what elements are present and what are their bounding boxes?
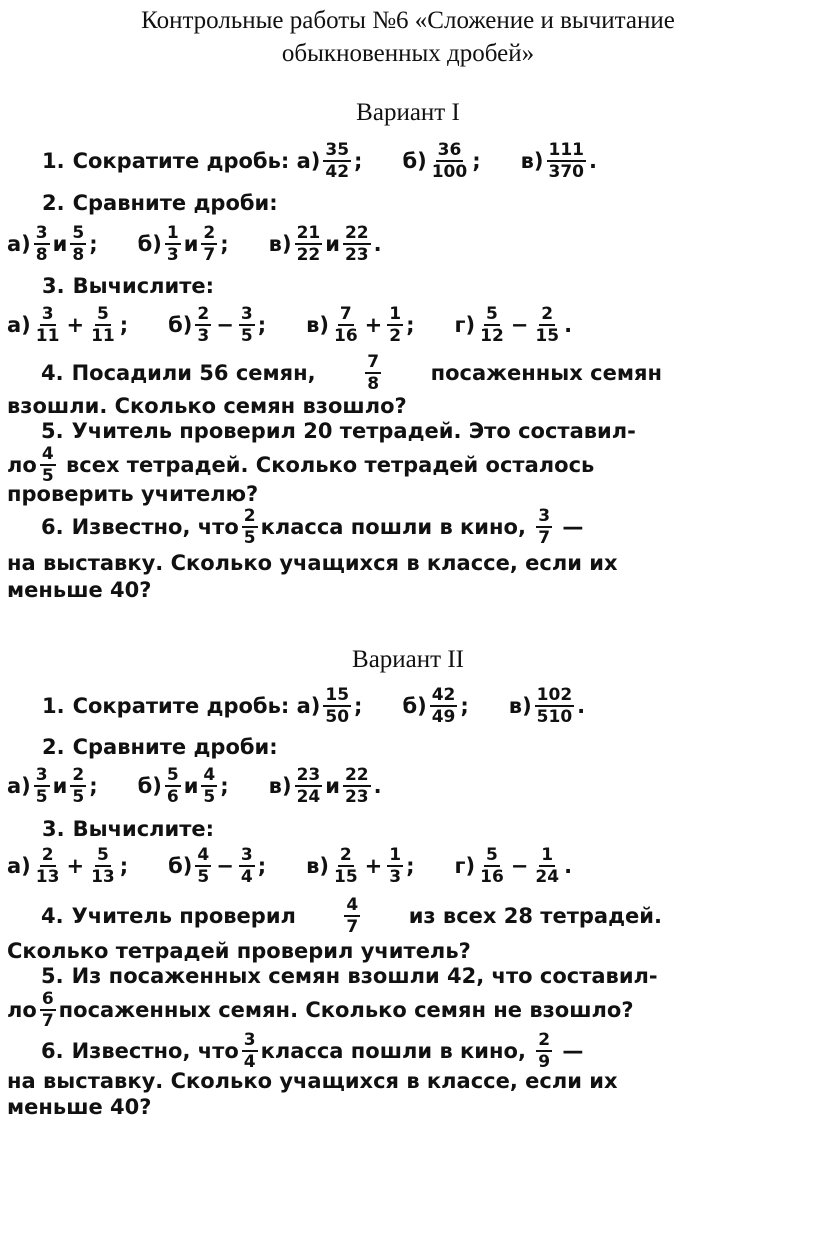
text-span: а) [296, 693, 321, 718]
numerator: 7 [367, 352, 380, 372]
v2-task-6-line-1 [7, 1030, 662, 1072]
denominator: 3 [166, 245, 179, 265]
numerator: 2 [197, 304, 210, 324]
text-span: класса пошли в кино, [260, 514, 526, 539]
fraction [34, 223, 50, 265]
text-span: ло [7, 997, 37, 1022]
v2-task-2-heading [42, 737, 278, 758]
numerator: 2 [538, 1030, 551, 1050]
v1-task-6-line-3: меньше 40? [7, 578, 152, 602]
denominator: 5 [72, 787, 85, 807]
denominator: 5 [240, 326, 253, 346]
v2-task-3-heading [42, 819, 214, 840]
numerator: 5 [72, 223, 85, 243]
task-text: Сравните дроби: [72, 735, 278, 759]
numerator: 36 [437, 140, 462, 160]
denominator: 15 [334, 867, 358, 887]
numerator: 2 [203, 223, 216, 243]
fraction [242, 1030, 258, 1072]
text-span: Из посаженных семян взошли 42, что составил- [71, 964, 658, 988]
page-title [0, 4, 816, 70]
v2-task-4-line-2: Сколько тетрадей проверил учитель? [7, 939, 471, 963]
v1-task-2-items: а) $\frac{3}{8}$ и $\frac{5}{8}$ ; б) $\frac{1}{3}$ и $\frac{2}{7}$ ; в) $\frac{21}{22}$ и $\frac{22}{23}$ . [7, 223, 382, 265]
denominator: 50 [325, 707, 350, 727]
denominator: 16 [334, 326, 358, 346]
task-number: 6. [41, 514, 64, 539]
numerator: 7 [339, 304, 352, 324]
fraction [89, 845, 117, 887]
denominator: 7 [41, 1011, 54, 1031]
numerator: 6 [41, 989, 54, 1009]
numerator: 3 [243, 1030, 256, 1050]
denominator: 100 [431, 162, 468, 182]
fraction [70, 223, 86, 265]
fraction [343, 765, 371, 807]
fraction [239, 304, 255, 346]
numerator: 22 [344, 765, 369, 785]
text-span: и [325, 231, 340, 256]
denominator: 4 [243, 1052, 256, 1072]
text-span: Учитель проверил [71, 903, 296, 928]
text-span: и [325, 773, 340, 798]
denominator: 8 [367, 374, 380, 394]
numerator: 1 [389, 845, 402, 865]
task-number: 5. [41, 419, 64, 443]
fraction [295, 765, 323, 807]
numerator: 42 [431, 685, 456, 705]
denominator: 49 [431, 707, 456, 727]
numerator: 1 [541, 845, 554, 865]
denominator: 5 [203, 787, 216, 807]
v1-task-5-line-3: проверить учителю? [7, 482, 259, 506]
task-text: Вычислите: [72, 274, 215, 298]
fraction [70, 765, 86, 807]
denominator: 8 [72, 245, 85, 265]
denominator: 7 [346, 917, 359, 937]
denominator: 13 [35, 867, 60, 887]
text-span: Учитель проверил 20 тетрадей. Это составил- [71, 419, 636, 443]
v1-task-5-line-1 [7, 421, 662, 442]
numerator: 1 [166, 223, 179, 243]
fraction [332, 845, 360, 887]
denominator: 370 [548, 162, 584, 182]
title-line-1: Контрольные работы №6 «Сложение и вычитание [141, 7, 675, 34]
fraction [536, 1030, 552, 1072]
text-span: Известно, что [71, 514, 239, 539]
v1-task-6-line-2: на выставку. Сколько учащихся в классе, если их [7, 551, 618, 575]
task-number: 3. [42, 817, 65, 841]
v2-task-5-line-2 [7, 989, 662, 1031]
denominator: 6 [166, 787, 179, 807]
text-span: и [52, 773, 68, 798]
denominator: 24 [535, 867, 560, 887]
numerator: 111 [548, 140, 584, 160]
numerator: 102 [536, 685, 573, 705]
denominator: 12 [480, 326, 504, 346]
text-span: ло [7, 452, 37, 477]
fraction [89, 304, 117, 346]
denominator: 2 [389, 326, 402, 346]
fraction [195, 304, 211, 346]
numerator: 5 [486, 845, 498, 865]
task-number: 1. [42, 693, 65, 718]
v2-task-2-items: а) $\frac{3}{5}$ и $\frac{2}{5}$ ; б) $\frac{5}{6}$ и $\frac{4}{5}$ ; в) $\frac{23}{24}$ и $\frac{22}{23}$ . [7, 765, 382, 807]
text-span: класса пошли в кино, [260, 1038, 526, 1063]
v1-task-5-line-2 [7, 444, 662, 486]
text-span: — [562, 514, 584, 539]
fraction [165, 765, 181, 807]
fraction [295, 223, 323, 265]
task-text: Сравните дроби: [72, 191, 278, 215]
fraction [547, 140, 587, 182]
denominator: 5 [41, 466, 54, 486]
denominator: 7 [203, 245, 216, 265]
fraction [40, 444, 56, 486]
text-span: Известно, что [71, 1038, 239, 1063]
text-span: посаженных семян [430, 360, 662, 385]
title-line-2: обыкновенных дробей» [281, 40, 535, 67]
denominator: 42 [325, 162, 350, 182]
fraction [323, 140, 351, 182]
task-number: 5. [41, 964, 64, 988]
denominator: 24 [296, 787, 321, 807]
denominator: 23 [344, 787, 369, 807]
denominator: 3 [389, 867, 402, 887]
text-span: в) [306, 312, 329, 337]
numerator: 3 [240, 304, 253, 324]
fraction [40, 989, 56, 1031]
numerator: 3 [35, 765, 48, 785]
v2-task-6-line-2: на выставку. Сколько учащихся в классе, если их [7, 1069, 618, 1093]
text-span: г) [454, 853, 476, 878]
fraction [332, 304, 360, 346]
denominator: 11 [35, 326, 60, 346]
text-span: и [52, 231, 68, 256]
task-number: 4. [41, 903, 64, 928]
fraction [165, 223, 181, 265]
text-span: из всех 28 тетрадей. [408, 903, 662, 928]
denominator: 11 [91, 326, 115, 346]
fraction [201, 765, 217, 807]
numerator: 5 [486, 304, 498, 324]
text-span: всех тетрадей. Сколько тетрадей осталось [65, 452, 595, 477]
numerator: 5 [96, 304, 109, 324]
fraction [430, 685, 458, 727]
denominator: 15 [535, 326, 560, 346]
text-span: Посадили 56 семян, [71, 360, 316, 385]
variant-1-heading: Вариант I [356, 99, 460, 126]
fraction [387, 304, 403, 346]
fraction [242, 506, 258, 548]
fraction [34, 765, 50, 807]
numerator: 3 [41, 304, 54, 324]
v2-task-4-line-1 [7, 895, 662, 937]
denominator: 22 [296, 245, 321, 265]
text-span: в) [268, 773, 292, 798]
text-span: б) [137, 231, 162, 256]
fraction [34, 304, 62, 346]
denominator: 5 [35, 787, 48, 807]
fraction [533, 845, 561, 887]
variant-2-heading: Вариант II [352, 646, 464, 673]
v1-task-6-line-1 [7, 506, 662, 548]
text-span: б) [168, 853, 193, 878]
text-span: и [183, 231, 199, 256]
numerator: 3 [240, 845, 253, 865]
fraction [536, 506, 552, 548]
numerator: 2 [243, 506, 256, 526]
task-text: Сократите дробь: [72, 148, 290, 173]
fraction [387, 845, 403, 887]
task-number: 4. [41, 360, 64, 385]
fraction [533, 304, 561, 346]
denominator: 5 [243, 528, 256, 548]
text-span: в) [306, 853, 329, 878]
numerator: 5 [166, 765, 179, 785]
text-span: а) [7, 231, 31, 256]
fraction [201, 223, 217, 265]
v2-task-5-line-1 [7, 966, 662, 987]
text-span: в) [508, 693, 532, 718]
fraction [195, 845, 211, 887]
text-span: а) [7, 773, 31, 798]
denominator: 510 [536, 707, 573, 727]
numerator: 3 [35, 223, 48, 243]
task-number: 2. [42, 191, 65, 215]
denominator: 7 [538, 528, 551, 548]
task-number: 6. [41, 1038, 64, 1063]
fraction [365, 352, 381, 394]
text-span: б) [402, 693, 427, 718]
v2-task-3-items: а) $\frac{2}{13}$ + $\frac{5}{13}$ ; б) $\frac{4}{5}$ − $\frac{3}{4}$ ; в) $\frac{2}{15}$ + $\frac{1}{3}$ ; г) $\frac{5}{16}$ − $\frac{1}{24}$ . [7, 845, 573, 887]
task-text: Вычислите: [72, 817, 215, 841]
denominator: 16 [480, 867, 504, 887]
denominator: 4 [240, 867, 253, 887]
numerator: 15 [325, 685, 350, 705]
v1-task-4-line-1 [7, 352, 662, 394]
numerator: 21 [296, 223, 321, 243]
fraction [430, 140, 470, 182]
v2-task-6-line-3: меньше 40? [7, 1095, 152, 1119]
denominator: 9 [538, 1052, 551, 1072]
numerator: 2 [72, 765, 85, 785]
numerator: 2 [339, 845, 352, 865]
numerator: 4 [41, 444, 54, 464]
fraction [478, 845, 506, 887]
denominator: 5 [197, 867, 210, 887]
task-number: 1. [42, 148, 65, 173]
v1-task-4-line-2: взошли. Сколько семян взошло? [7, 394, 407, 418]
item-label: б) [402, 148, 427, 173]
numerator: 5 [96, 845, 109, 865]
fraction [343, 223, 371, 265]
text-span: а) [7, 853, 31, 878]
v1-task-3-items: а) $\frac{3}{11}$ + $\frac{5}{11}$ ; б) $\frac{2}{3}$ − $\frac{3}{5}$ ; в) $\frac{7}{16}$ + $\frac{1}{2}$ ; г) $\frac{5}{12}$ − $\frac{2}{15}$ . [7, 304, 573, 346]
v2-task-1: 1. Сократите дробь: а) $\frac{15}{50}$ ; б) $\frac{42}{49}$ ; в) $\frac{102}{510}$ . [42, 685, 586, 727]
numerator: 2 [541, 304, 554, 324]
numerator: 1 [389, 304, 402, 324]
fraction [535, 685, 575, 727]
denominator: 3 [197, 326, 210, 346]
numerator: 2 [41, 845, 54, 865]
numerator: 4 [346, 895, 359, 915]
fraction [239, 845, 255, 887]
v1-task-1: 1. Сократите дробь: а) $\frac{35}{42}$ ; б) $\frac{36}{100}$ ; в) $\frac{111}{370}$ . [42, 140, 597, 182]
numerator: 35 [325, 140, 350, 160]
item-label: в) [520, 148, 544, 173]
denominator: 13 [91, 867, 115, 887]
denominator: 23 [344, 245, 369, 265]
fraction [344, 895, 360, 937]
text-span: г) [454, 312, 476, 337]
fraction [34, 845, 62, 887]
numerator: 3 [538, 506, 551, 526]
numerator: 4 [197, 845, 210, 865]
text-span: — [562, 1038, 584, 1063]
task-number: 3. [42, 274, 65, 298]
task-number: 2. [42, 735, 65, 759]
item-label: а) [296, 148, 321, 173]
task-text: Сократите дробь: [72, 693, 290, 718]
fraction [323, 685, 351, 727]
numerator: 22 [344, 223, 369, 243]
text-span: б) [168, 312, 193, 337]
numerator: 23 [296, 765, 321, 785]
v1-task-2-heading [42, 193, 278, 214]
denominator: 8 [35, 245, 48, 265]
text-span: в) [268, 231, 292, 256]
v1-task-3-heading [42, 276, 214, 297]
text-span: б) [137, 773, 162, 798]
text-span: и [183, 773, 199, 798]
fraction [478, 304, 506, 346]
text-span: посаженных семян. Сколько семян не взошло? [58, 997, 634, 1022]
text-span: а) [7, 312, 31, 337]
numerator: 4 [203, 765, 216, 785]
